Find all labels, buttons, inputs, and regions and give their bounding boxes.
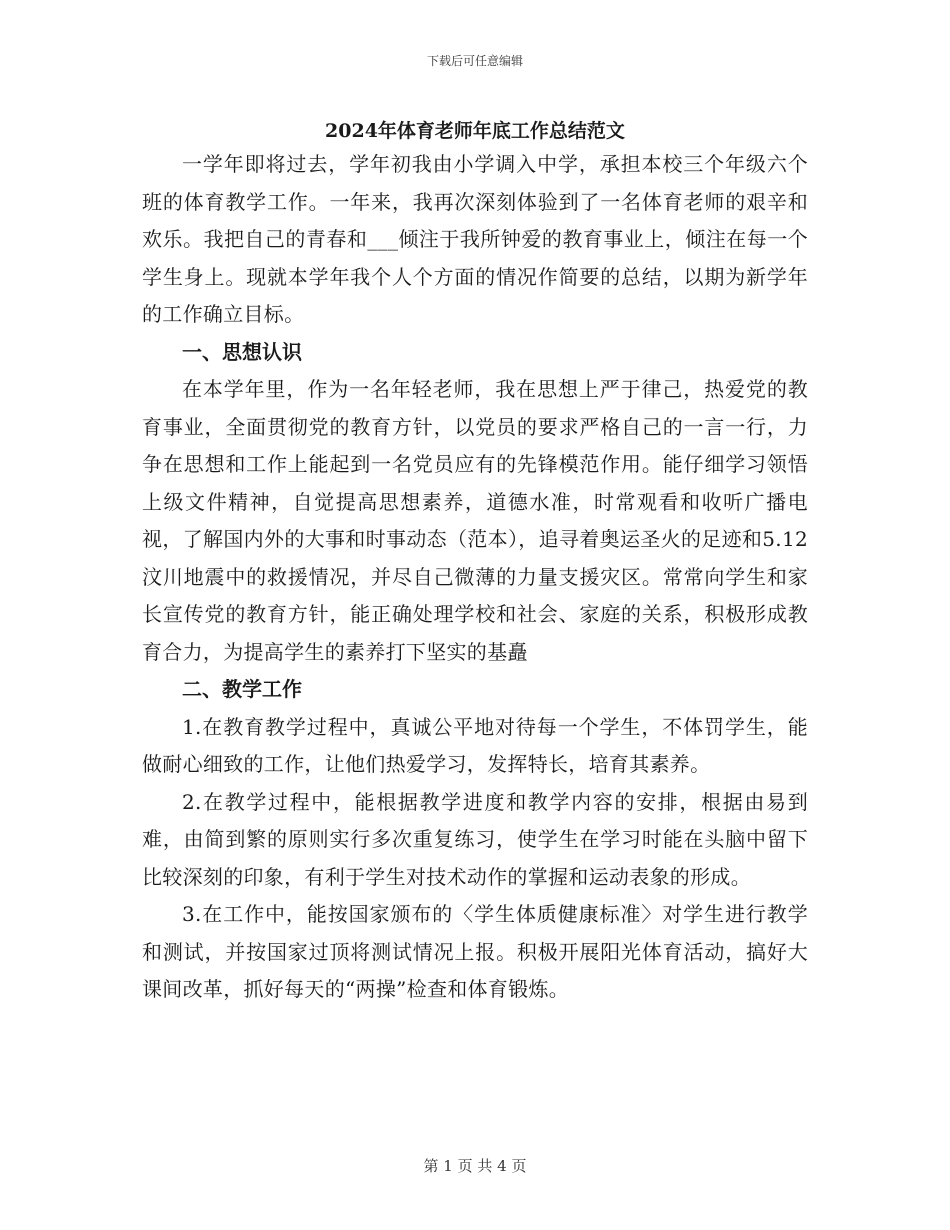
section-heading-thought: 一、思想认识 bbox=[182, 339, 302, 364]
teaching-paragraph-3: 3.在工作中，能按国家颁布的〈学生体质健康标准〉对学生进行教学和测试，并按国家过顶将测试情况上报。积极开展阳光体育活动，搞好大课间改革，抓好每天的“两操”检查和体育锻炼。 bbox=[142, 902, 808, 1001]
document-body bbox=[142, 146, 808, 1009]
section-heading-teaching: 二、教学工作 bbox=[182, 677, 302, 701]
page-number: 第 1 页 共 4 页 bbox=[423, 1157, 527, 1175]
header-note: 下载后可任意编辑 bbox=[426, 54, 523, 68]
thought-paragraph: 在本学年里，作为一名年轻老师，我在思想上严于律己，热爱党的教育事业，全面贯彻党的教育方针，以党员的要求严格自己的一言一行，力争在思想和工作上能起到一名党员应有的先锋模范作用。能仔细学习领悟上级文件精神，自觉提高思想素养，道德水准，时常观看和收听广播电视，了解国内外的大事和时事动态（范本），追寻着奥运圣火的足迹和5.12汶川地震中的救援情况，并尽自己微薄的力量支援灾区。常常向学生和家长宣传党的教育方针，能正确处理学校和社会、家庭的关系，积极形成教育合力，为提高学生的素养打下坚实的基矗 bbox=[142, 377, 808, 664]
page-title: 2024年体育老师年底工作总结范文 bbox=[325, 120, 625, 142]
teaching-paragraph-2: 2.在教学过程中，能根据教学进度和教学内容的安排，根据由易到难，由简到繁的原则实行多次重复练习，使学生在学习时能在头脑中留下比较深刻的印象，有利于学生对技术动作的掌握和运动表象的形成。 bbox=[142, 789, 808, 889]
intro-paragraph: 一学年即将过去，学年初我由小学调入中学，承担本校三个年级六个班的体育教学工作。一年来，我再次深刻体验到了一名体育老师的艰辛和欢乐。我把自己的青春和___倾注于我所钟爱的教育事业上，倾注在每一个学生身上。现就本学年我个人个方面的情况作简要的总结，以期为新学年的工作确立目标。 bbox=[142, 152, 808, 326]
teaching-paragraph-1: 1.在教育教学过程中，真诚公平地对待每一个学生，不体罚学生，能做耐心细致的工作，让他们热爱学习，发挥特长，培育其素养。 bbox=[142, 714, 808, 776]
